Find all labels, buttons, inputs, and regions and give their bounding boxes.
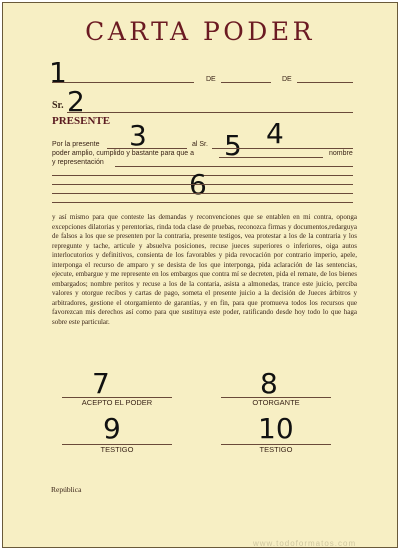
testigo-2-label: TESTIGO (259, 445, 293, 454)
grantor-line[interactable] (107, 148, 187, 149)
day-line[interactable] (221, 82, 271, 83)
attorney-line[interactable] (212, 148, 353, 149)
year-line[interactable] (297, 82, 353, 83)
por-la-presente-label: Por la presente (52, 141, 100, 148)
carta-poder-form (2, 2, 398, 548)
testigo-1-label: TESTIGO (100, 445, 134, 454)
sr-label: Sr. (52, 100, 64, 111)
representation-line-4[interactable] (52, 193, 353, 194)
al-sr-label: al Sr. (192, 141, 208, 148)
otorgante-label: OTORGANTE (252, 398, 300, 407)
acepto-label: ACEPTO EL PODER (81, 398, 153, 407)
marker-9: 9 (103, 412, 121, 445)
recipient-line[interactable] (67, 112, 353, 113)
representation-line-3[interactable] (52, 184, 353, 185)
marker-7: 7 (92, 367, 110, 400)
document-title: CARTA PODER (85, 17, 315, 46)
marker-3: 3 (129, 119, 147, 152)
de-label-1: DE (206, 76, 216, 83)
marker-5: 5 (224, 129, 242, 162)
marker-1: 1 (49, 56, 67, 89)
representacion-label: y representación (52, 159, 104, 166)
nombre-label: nombre (329, 150, 353, 157)
poder-amplio-label: poder amplio, cumplido y bastante para que a (52, 150, 195, 157)
watermark: www.todoformatos.com (253, 539, 357, 548)
marker-4: 4 (266, 117, 284, 150)
place-line[interactable] (52, 82, 194, 83)
powers-paragraph: y así mismo para que conteste las demandas y reconvenciones que se entablen en mi contra, oponga excepciones dilatorias y perentorias, rinda toda clase de pruebas, reconozca firmas y documentos,redarguya de falsos a los que se presenten por la contraria, presente testigos, vea protestar a los de la contraria y los repregunte y tache, articule y absuelva posiciones, recuse jueces superiores o inferiores, oiga autos interlocutorios y definitivos, consienta de los favorables y pida revocación por contrario imperio, apele, interponga el recurso de amparo y se desista de los que interponga, pida aclaración de las sentencias, ejecute, embargue y me represente en los embargos que contra mí se decreten, pida el remate, de los bienes embargados; nombre peritos y recuse a los de la contaria, asista a almonedas, trance este juicio, perciba valores y otorgue recibos y cartas de pago, someta el presente juicio a la decisión de Jueces árbitros y arbitradores, gestione el otorgamiento de garantías, y en fin, para que promueva todos los recursos que favorezcan mis derechos así como para que sustituya este poder, ratificando desde hoy todo lo que haga sobre este particular. (52, 213, 357, 326)
de-label-2: DE (282, 76, 292, 83)
republica-footer: República (51, 485, 82, 494)
marker-2: 2 (67, 85, 85, 118)
marker-6: 6 (189, 168, 207, 201)
marker-10: 10 (258, 412, 294, 445)
marker-8: 8 (260, 367, 278, 400)
name-line[interactable] (219, 157, 323, 158)
presente-label: PRESENTE (52, 115, 111, 127)
representation-line-1[interactable] (115, 166, 353, 167)
representation-line-5[interactable] (52, 202, 353, 203)
